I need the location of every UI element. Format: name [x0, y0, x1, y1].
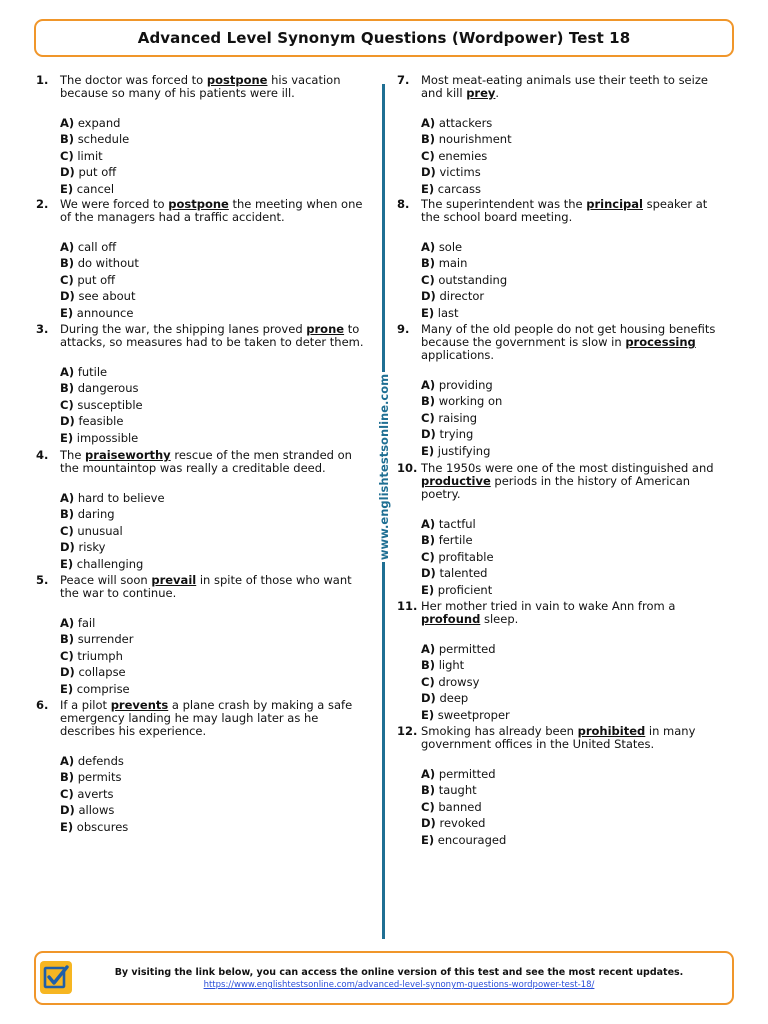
option-letter: E)	[60, 430, 74, 445]
question-item	[397, 725, 727, 848]
option-letter: B)	[421, 533, 436, 548]
option-text: susceptible	[77, 397, 143, 412]
option-letter: D)	[421, 427, 436, 442]
question-text	[60, 699, 366, 738]
question-text-before: The 1950s were one of the most distinguished and	[421, 461, 714, 475]
question-keyword: productive	[421, 474, 491, 488]
option-text: nourishment	[438, 132, 512, 147]
question-keyword: prevents	[110, 698, 169, 712]
question-text-before: The superintendent was the	[421, 197, 587, 211]
question-text-after: speaker at the school board meeting.	[421, 197, 708, 224]
answer-option[interactable]	[421, 272, 727, 288]
option-letter: E)	[60, 681, 74, 696]
option-letter: C)	[60, 272, 74, 287]
option-text: drowsy	[438, 674, 480, 689]
question-stem	[36, 74, 366, 100]
answer-option[interactable]	[60, 615, 366, 631]
answer-option[interactable]	[421, 690, 727, 706]
answer-option[interactable]	[421, 239, 727, 255]
answer-option[interactable]	[60, 115, 366, 131]
answer-option[interactable]	[60, 648, 366, 664]
question-number: 6.	[36, 698, 49, 712]
option-letter: D)	[60, 803, 75, 818]
question-number: 11.	[397, 599, 418, 613]
question-text-after: periods in the history of American poetry.	[421, 474, 691, 501]
option-text: deep	[439, 691, 469, 706]
option-letter: E)	[60, 181, 74, 196]
option-list	[36, 753, 366, 835]
option-text: schedule	[77, 132, 130, 147]
option-text: last	[437, 305, 459, 320]
option-list	[36, 115, 366, 197]
answer-option[interactable]	[60, 631, 366, 647]
option-letter: E)	[60, 556, 74, 571]
answer-option[interactable]	[421, 148, 727, 164]
question-stem	[36, 699, 366, 738]
option-letter: A)	[60, 365, 75, 379]
option-text: unusual	[77, 523, 123, 538]
option-text: impossible	[76, 430, 139, 445]
option-letter: B)	[60, 632, 75, 647]
answer-option[interactable]	[60, 239, 366, 255]
question-keyword: profound	[421, 612, 481, 626]
question-item	[397, 323, 727, 459]
option-text: providing	[438, 378, 493, 392]
option-text: taught	[438, 783, 477, 798]
question-text-after: in spite of those who want the war to continue.	[60, 573, 352, 600]
option-letter: D)	[421, 566, 436, 581]
question-number: 12.	[397, 724, 418, 738]
answer-option[interactable]	[421, 532, 727, 548]
option-text: revoked	[439, 816, 486, 831]
option-letter: B)	[421, 783, 436, 798]
option-list	[397, 377, 727, 459]
answer-option[interactable]	[60, 288, 366, 304]
answer-option[interactable]	[421, 410, 727, 426]
option-text: announce	[76, 305, 134, 320]
answer-option[interactable]	[421, 766, 727, 782]
option-text: surrender	[77, 632, 134, 647]
question-text	[60, 74, 366, 100]
answer-option[interactable]	[60, 556, 366, 572]
option-letter: D)	[421, 289, 436, 304]
option-text: comprise	[76, 681, 130, 696]
option-text: challenging	[76, 556, 144, 571]
option-letter: B)	[60, 507, 75, 522]
question-item	[36, 198, 366, 321]
option-text: see about	[78, 289, 136, 304]
option-letter: E)	[60, 305, 74, 320]
answer-option[interactable]	[60, 681, 366, 697]
option-letter: A)	[421, 116, 436, 130]
option-text: encouraged	[437, 832, 507, 847]
option-text: permitted	[438, 767, 496, 781]
answer-option[interactable]	[60, 272, 366, 288]
option-text: allows	[78, 803, 115, 818]
answer-option[interactable]	[60, 523, 366, 539]
option-list	[36, 364, 366, 446]
question-number: 9.	[397, 322, 410, 336]
answer-option[interactable]	[421, 674, 727, 690]
question-text	[421, 323, 727, 362]
question-item	[36, 323, 366, 446]
option-text: trying	[439, 427, 474, 442]
question-item	[397, 600, 727, 723]
question-text-after: his vacation because so many of his patients were ill.	[60, 73, 341, 100]
option-letter: A)	[421, 517, 436, 531]
option-letter: E)	[421, 707, 435, 722]
title-box	[34, 19, 734, 57]
question-text-before: Many of the old people do not get housing benefits because the government is slow in	[421, 322, 716, 349]
option-letter: A)	[60, 491, 75, 505]
answer-option[interactable]	[60, 539, 366, 555]
question-item	[397, 462, 727, 598]
question-stem	[397, 198, 727, 224]
question-text-before: Smoking has already been	[421, 724, 578, 738]
option-letter: D)	[60, 665, 75, 680]
option-text: justifying	[437, 443, 491, 458]
option-letter: C)	[421, 410, 435, 425]
question-text-before: Peace will soon	[60, 573, 152, 587]
answer-option[interactable]	[421, 782, 727, 798]
question-text	[60, 198, 366, 224]
option-list	[36, 615, 366, 697]
answer-option[interactable]	[421, 832, 727, 848]
option-text: proficient	[437, 582, 493, 597]
question-keyword: processing	[625, 335, 696, 349]
question-keyword: prohibited	[577, 724, 646, 738]
option-text: put off	[77, 272, 116, 287]
question-item	[36, 699, 366, 835]
question-stem	[36, 449, 366, 475]
answer-option[interactable]	[60, 430, 366, 446]
answer-option[interactable]	[421, 255, 727, 271]
answer-option[interactable]	[60, 255, 366, 271]
option-text: fail	[77, 616, 96, 630]
option-letter: C)	[60, 523, 74, 538]
answer-option[interactable]	[60, 664, 366, 680]
option-letter: E)	[60, 819, 74, 834]
option-text: cancel	[76, 181, 115, 196]
question-text-before: During the war, the shipping lanes proved	[60, 322, 307, 336]
question-stem	[397, 74, 727, 100]
option-text: expand	[77, 116, 121, 130]
question-stem	[36, 323, 366, 349]
option-text: limit	[77, 148, 103, 163]
option-letter: E)	[421, 582, 435, 597]
question-text-after: in many government offices in the United States.	[421, 724, 696, 751]
question-text-before: If a pilot	[60, 698, 111, 712]
answer-option[interactable]	[60, 397, 366, 413]
footer-box	[34, 951, 734, 1005]
option-letter: A)	[421, 767, 436, 781]
question-keyword: prey	[466, 86, 496, 100]
option-text: tactful	[438, 517, 476, 531]
option-text: sole	[438, 240, 463, 254]
option-letter: A)	[60, 616, 75, 630]
option-text: banned	[438, 799, 482, 814]
answer-option[interactable]	[60, 364, 366, 380]
question-number: 7.	[397, 73, 410, 87]
option-text: raising	[438, 410, 478, 425]
option-letter: B)	[60, 132, 75, 147]
option-letter: E)	[421, 181, 435, 196]
option-text: profitable	[438, 549, 494, 564]
option-text: futile	[77, 365, 108, 379]
option-text: daring	[77, 507, 115, 522]
option-letter: E)	[421, 305, 435, 320]
option-text: hard to believe	[77, 491, 165, 505]
option-letter: C)	[421, 799, 435, 814]
question-number: 10.	[397, 461, 418, 475]
option-text: obscures	[76, 819, 129, 834]
answer-option[interactable]	[421, 426, 727, 442]
answer-option[interactable]	[60, 506, 366, 522]
question-text-after: .	[495, 86, 500, 100]
option-letter: B)	[60, 381, 75, 396]
question-text-before: Her mother tried in vain to wake Ann from a	[421, 599, 676, 613]
option-letter: B)	[421, 658, 436, 673]
question-number: 8.	[397, 197, 410, 211]
answer-option[interactable]	[60, 786, 366, 802]
option-letter: A)	[60, 240, 75, 254]
question-number: 5.	[36, 573, 49, 587]
answer-option[interactable]	[421, 305, 727, 321]
option-letter: C)	[421, 549, 435, 564]
question-text-after: applications.	[421, 348, 495, 362]
answer-option[interactable]	[421, 131, 727, 147]
option-list	[36, 490, 366, 572]
footer-link[interactable]: https://www.englishtestsonline.com/advanced-level-synonym-questions-wordpower-test-18/	[203, 980, 595, 990]
question-text-before: We were forced to	[60, 197, 169, 211]
option-list	[397, 641, 727, 723]
option-text: defends	[77, 754, 124, 768]
answer-option[interactable]	[421, 516, 727, 532]
option-text: permits	[77, 770, 122, 785]
option-letter: A)	[60, 754, 75, 768]
option-text: do without	[77, 256, 139, 271]
question-text	[421, 198, 727, 224]
option-text: light	[438, 658, 465, 673]
vertical-site-label	[371, 372, 397, 562]
answer-option[interactable]	[60, 305, 366, 321]
question-item	[36, 574, 366, 697]
option-letter: D)	[421, 691, 436, 706]
answer-option[interactable]	[421, 393, 727, 409]
option-letter: B)	[60, 256, 75, 271]
option-letter: B)	[421, 394, 436, 409]
option-text: call off	[77, 240, 117, 254]
question-text-before: The	[60, 448, 86, 462]
question-item	[36, 74, 366, 197]
question-text-after: to attacks, so measures had to be taken to deter them.	[60, 322, 364, 349]
option-text: sweetproper	[437, 707, 510, 722]
option-letter: A)	[421, 378, 436, 392]
answer-option[interactable]	[60, 164, 366, 180]
question-text-after: the meeting when one of the managers had a traffic accident.	[60, 197, 363, 224]
option-letter: D)	[421, 816, 436, 831]
page-title: Advanced Level Synonym Questions (Wordpower) Test 18	[137, 29, 631, 47]
option-text: collapse	[78, 665, 126, 680]
question-text-after: sleep.	[480, 612, 519, 626]
option-text: outstanding	[438, 272, 508, 287]
option-list	[397, 115, 727, 197]
option-letter: C)	[421, 272, 435, 287]
option-letter: C)	[421, 148, 435, 163]
option-text: triumph	[77, 648, 123, 663]
answer-option[interactable]	[421, 164, 727, 180]
option-letter: C)	[60, 786, 74, 801]
question-text	[60, 574, 366, 600]
question-stem	[36, 198, 366, 224]
question-keyword: praiseworthy	[85, 448, 171, 462]
option-text: director	[439, 289, 485, 304]
answer-option[interactable]	[421, 549, 727, 565]
question-number: 1.	[36, 73, 49, 87]
question-stem	[397, 725, 727, 751]
question-text-before: The doctor was forced to	[60, 73, 207, 87]
answer-option[interactable]	[421, 582, 727, 598]
question-text-before: Most meat-eating animals use their teeth to seize and kill	[421, 73, 708, 100]
answer-option[interactable]	[421, 181, 727, 197]
question-item	[36, 449, 366, 572]
question-text	[421, 600, 727, 626]
option-letter: B)	[421, 256, 436, 271]
question-keyword: prone	[306, 322, 345, 336]
option-list	[397, 516, 727, 598]
option-letter: D)	[60, 165, 75, 180]
question-text	[421, 725, 727, 751]
option-text: permitted	[438, 642, 496, 656]
option-text: working on	[438, 394, 503, 409]
question-keyword: principal	[586, 197, 643, 211]
option-letter: D)	[421, 165, 436, 180]
option-text: victims	[439, 165, 481, 180]
option-text: put off	[78, 165, 117, 180]
option-text: enemies	[438, 148, 488, 163]
option-text: risky	[78, 540, 106, 555]
question-item	[397, 74, 727, 197]
answer-option[interactable]	[421, 707, 727, 723]
question-item	[397, 198, 727, 321]
answer-option[interactable]	[421, 377, 727, 393]
question-stem	[397, 600, 727, 626]
option-text: feasible	[78, 414, 124, 429]
option-letter: D)	[60, 414, 75, 429]
question-number: 3.	[36, 322, 49, 336]
option-letter: C)	[60, 148, 74, 163]
answer-option[interactable]	[421, 115, 727, 131]
answer-option[interactable]	[421, 443, 727, 459]
option-letter: D)	[60, 289, 75, 304]
answer-option[interactable]	[421, 815, 727, 831]
option-text: talented	[439, 566, 488, 581]
question-keyword: prevail	[151, 573, 197, 587]
answer-option[interactable]	[421, 565, 727, 581]
question-number: 2.	[36, 197, 49, 211]
option-letter: D)	[60, 540, 75, 555]
option-list	[397, 766, 727, 848]
option-letter: B)	[421, 132, 436, 147]
question-text	[60, 323, 366, 349]
option-letter: E)	[421, 443, 435, 458]
option-text: averts	[77, 786, 114, 801]
answer-option[interactable]	[60, 148, 366, 164]
answer-option[interactable]	[60, 413, 366, 429]
answer-option[interactable]	[60, 819, 366, 835]
option-letter: C)	[421, 674, 435, 689]
checkbox-logo-icon	[40, 961, 72, 994]
option-list	[397, 239, 727, 321]
question-stem	[397, 462, 727, 501]
option-text: main	[438, 256, 468, 271]
answer-option[interactable]	[421, 641, 727, 657]
option-letter: C)	[60, 397, 74, 412]
question-stem	[397, 323, 727, 362]
option-letter: E)	[421, 832, 435, 847]
question-text-after: a plane crash by making a safe emergency landing he may laugh later as he describes his experience.	[60, 698, 353, 738]
option-letter: B)	[60, 770, 75, 785]
question-keyword: postpone	[168, 197, 229, 211]
option-letter: A)	[60, 116, 75, 130]
answer-option[interactable]	[60, 181, 366, 197]
option-list	[36, 239, 366, 321]
answer-option[interactable]	[60, 380, 366, 396]
answer-option[interactable]	[421, 657, 727, 673]
answer-option[interactable]	[60, 802, 366, 818]
answer-option[interactable]	[60, 753, 366, 769]
question-stem	[36, 574, 366, 600]
question-text-after: rescue of the men stranded on the mountaintop was really a creditable deed.	[60, 448, 352, 475]
question-text	[421, 74, 727, 100]
answer-option[interactable]	[421, 799, 727, 815]
option-letter: C)	[60, 648, 74, 663]
question-text	[60, 449, 366, 475]
question-number: 4.	[36, 448, 49, 462]
question-keyword: postpone	[206, 73, 268, 87]
option-text: attackers	[438, 116, 493, 130]
answer-option[interactable]	[60, 131, 366, 147]
option-letter: A)	[421, 240, 436, 254]
answer-option[interactable]	[60, 769, 366, 785]
question-text	[421, 462, 727, 501]
site-label-text: www.englishtestsonline.com	[377, 373, 391, 561]
option-letter: A)	[421, 642, 436, 656]
option-text: dangerous	[77, 381, 139, 396]
footer-message: By visiting the link below, you can access the online version of this test and see the most recent updates.	[114, 967, 684, 978]
answer-option[interactable]	[60, 490, 366, 506]
answer-option[interactable]	[421, 288, 727, 304]
option-text: carcass	[437, 181, 481, 196]
option-text: fertile	[438, 533, 473, 548]
